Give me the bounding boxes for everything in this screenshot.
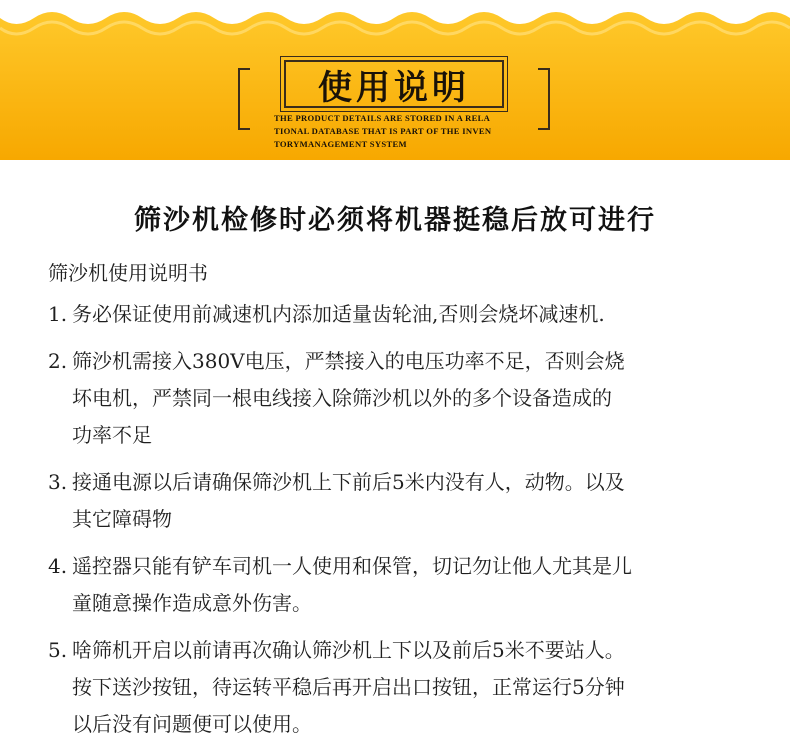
subtitle-line: THE PRODUCT DETAILS ARE STORED IN A RELA <box>274 113 491 123</box>
list-item <box>48 548 758 622</box>
item-line: 遥控器只能有铲车司机一人使用和保管，切记勿让他人尤其是儿 <box>72 554 632 578</box>
right-bracket <box>538 68 550 130</box>
item-line: 按下送沙按钮，待运转平稳后再开启出口按钮，正常运行5分钟 <box>72 675 625 699</box>
page-title: 使用说明 <box>318 67 470 108</box>
header-banner <box>0 0 790 160</box>
item-number: 1. <box>48 302 68 326</box>
item-line: 啥筛机开启以前请再次确认筛沙机上下以及前后5米不要站人。 <box>72 638 625 662</box>
title-box <box>284 60 504 108</box>
list-item <box>48 464 758 538</box>
item-number: 2. <box>48 349 68 373</box>
item-line: 筛沙机需接入380V电压，严禁接入的电压功率不足，否则会烧 <box>72 349 625 373</box>
item-line: 功率不足 <box>72 423 152 447</box>
item-number: 4. <box>48 554 68 578</box>
subtitle <box>274 112 524 151</box>
list-item <box>48 296 758 333</box>
left-bracket <box>238 68 250 130</box>
item-line: 童随意操作造成意外伤害。 <box>72 591 312 615</box>
item-line: 其它障碍物 <box>72 507 172 531</box>
item-line: 接通电源以后请确保筛沙机上下前后5米内没有人，动物。以及 <box>72 470 625 494</box>
item-number: 5. <box>48 638 68 662</box>
item-line: 坏电机，严禁同一根电线接入除筛沙机以外的多个设备造成的 <box>72 386 612 410</box>
subtitle-line: TIONAL DATABASE THAT IS PART OF THE INVEN <box>274 126 492 136</box>
subtitle-line: TORYMANAGEMENT SYSTEM <box>274 139 407 149</box>
item-line: 以后没有问题便可以使用。 <box>72 712 312 736</box>
manual-title: 筛沙机使用说明书 <box>48 261 208 285</box>
warning-heading: 筛沙机检修时必须将机器挺稳后放可进行 <box>134 205 656 236</box>
item-number: 3. <box>48 470 68 494</box>
item-line: 务必保证使用前减速机内添加适量齿轮油,否则会烧坏减速机. <box>72 302 605 326</box>
list-item <box>48 632 758 743</box>
list-item <box>48 343 758 454</box>
manual-content <box>48 258 758 753</box>
title-frame <box>238 60 550 152</box>
